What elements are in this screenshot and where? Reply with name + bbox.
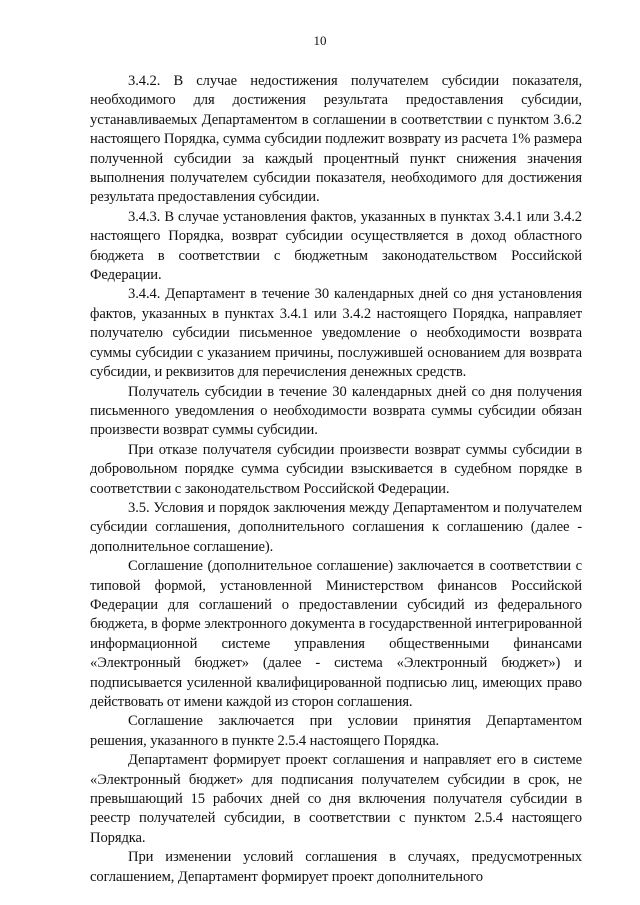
paragraph-agreement-changes: При изменении условий соглашения в случаях, предусмотренных соглашением, Департамент формирует проект дополнительного <box>90 849 582 885</box>
paragraph-3-4-4: 3.4.4. Департамент в течение 30 календарных дней со дня установления фактов, указанных в пунктах 3.4.1 или 3.4.2 настоящего Порядка, направляет получателю субсидии письменное уведомление о необходимости возврата суммы субсидии с указанием причины, послужившей основанием для возврата субсидии, и реквизитов для перечисления денежных средств. <box>90 286 582 381</box>
paragraph-refusal-recovery: При отказе получателя субсидии произвести возврат суммы субсидии в добровольном порядке сумма субсидии взыскивается в судебном порядке в соответствии с законодательством Российской Федерации. <box>90 441 582 497</box>
page-number: 10 <box>313 33 327 48</box>
paragraph-agreement-form: Соглашение (дополнительное соглашение) заключается в соответствии с типовой формой, установленной Министерством финансов Российской Федерации для соглашений о предоставлении субсидий из федерального бюджета, в форме электронного документа в государственной интегрированной информационной системе управления общественными финансами «Электронный бюджет» (далее - система «Электронный бюджет») и подписывается усиленной квалифицированной подписью лиц, имеющих право действовать от имени каждой из сторон соглашения. <box>90 558 582 710</box>
document-body <box>90 72 582 887</box>
paragraph-agreement-condition: Соглашение заключается при условии принятия Департаментом решения, указанного в пункте 2.5.4 настоящего Порядка. <box>90 713 582 749</box>
paragraph-refund-deadline: Получатель субсидии в течение 30 календарных дней со дня получения письменного уведомления о необходимости возврата суммы субсидии обязан произвести возврат суммы субсидии. <box>90 383 582 439</box>
paragraph-3-4-2: 3.4.2. В случае недостижения получателем субсидии показателя, необходимого для достижения результата предоставления субсидии, устанавливаемых Департаментом в соглашении в соответствии с пунктом 3.6.2 настоящего Порядка, сумма субсидии подлежит возврату из расчета 1% размера полученной субсидии за каждый процентный пункт снижения значения выполнения получателем субсидии показателя, необходимого для достижения результата предоставления субсидии. <box>90 73 582 206</box>
paragraph-agreement-draft: Департамент формирует проект соглашения и направляет его в системе «Электронный бюджет» для подписания получателем субсидии в срок, не превышающий 15 рабочих дней со дня включения получателя субсидии в реестр получателей субсидии, в соответствии с пунктом 2.5.4 настоящего Порядка. <box>90 752 582 846</box>
paragraph-3-4-3: 3.4.3. В случае установления фактов, указанных в пунктах 3.4.1 или 3.4.2 настоящего Порядка, возврат субсидии осуществляется в доход областного бюджета в соответствии с бюджетным законодательством Российской Федерации. <box>90 208 582 284</box>
paragraph-3-5: 3.5. Условия и порядок заключения между Департаментом и получателем субсидии соглашения, дополнительного соглашения к соглашению (далее - дополнительное соглашение). <box>90 499 582 555</box>
